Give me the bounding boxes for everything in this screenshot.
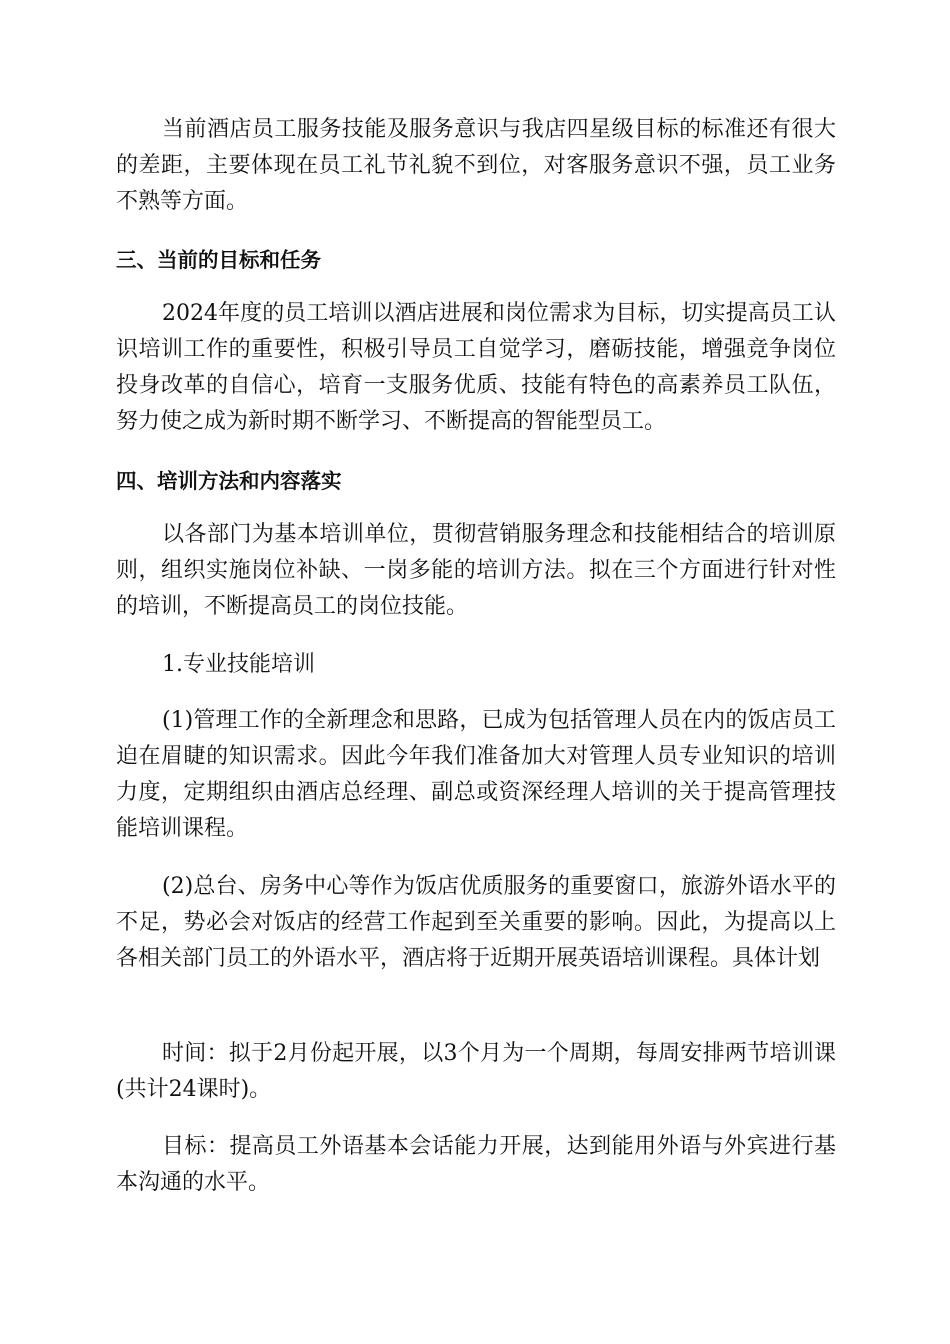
section-heading-methods: 四、培训方法和内容落实 xyxy=(116,469,342,493)
paragraph-training-goals: 2024年度的员工培训以酒店进展和岗位需求为目标，切实提高员工认识培训工作的重要性，积极引导员工自觉学习，磨砺技能，增强竞争岗位投身改革的自信心，培育一支服务优质、技能有特色的高素养员工队伍，努力使之成为新时期不断学习、不断提高的智能型员工。 xyxy=(116,301,836,434)
section-heading-goals: 三、当前的目标和任务 xyxy=(116,248,321,272)
paragraph-language-training: (2)总台、房务中心等作为饭店优质服务的重要窗口，旅游外语水平的不足，势必会对饭店的经营工作起到至关重要的影响。因此，为提高以上各相关部门员工的外语水平，酒店将于近期开展英语培训课程。具体计划 xyxy=(116,874,836,971)
paragraph-management-training: (1)管理工作的全新理念和思路，已成为包括管理人员在内的饭店员工迫在眉睫的知识需求。因此今年我们准备加大对管理人员专业知识的培训力度，定期组织由酒店总经理、副总或资深经理人培训的关于提高管理技能培训课程。 xyxy=(116,708,836,841)
subheading-professional-skills: 1.专业技能培训 xyxy=(162,652,315,677)
paragraph-service-gap: 当前酒店员工服务技能及服务意识与我店四星级目标的标准还有很大的差距，主要体现在员工礼节礼貌不到位，对客服务意识不强，员工业务不熟等方面。 xyxy=(116,117,836,214)
paragraph-training-methods: 以各部门为基本培训单位，贯彻营销服务理念和技能相结合的培训原则，组织实施岗位补缺、一岗多能的培训方法。拟在三个方面进行针对性的培训，不断提高员工的岗位技能。 xyxy=(116,522,836,619)
paragraph-schedule: 时间：拟于2月份起开展，以3个月为一个周期，每周安排两节培训课(共计24课时)。 xyxy=(116,1041,836,1102)
paragraph-objective: 目标：提高员工外语基本会话能力开展，达到能用外语与外宾进行基本沟通的水平。 xyxy=(116,1134,836,1195)
